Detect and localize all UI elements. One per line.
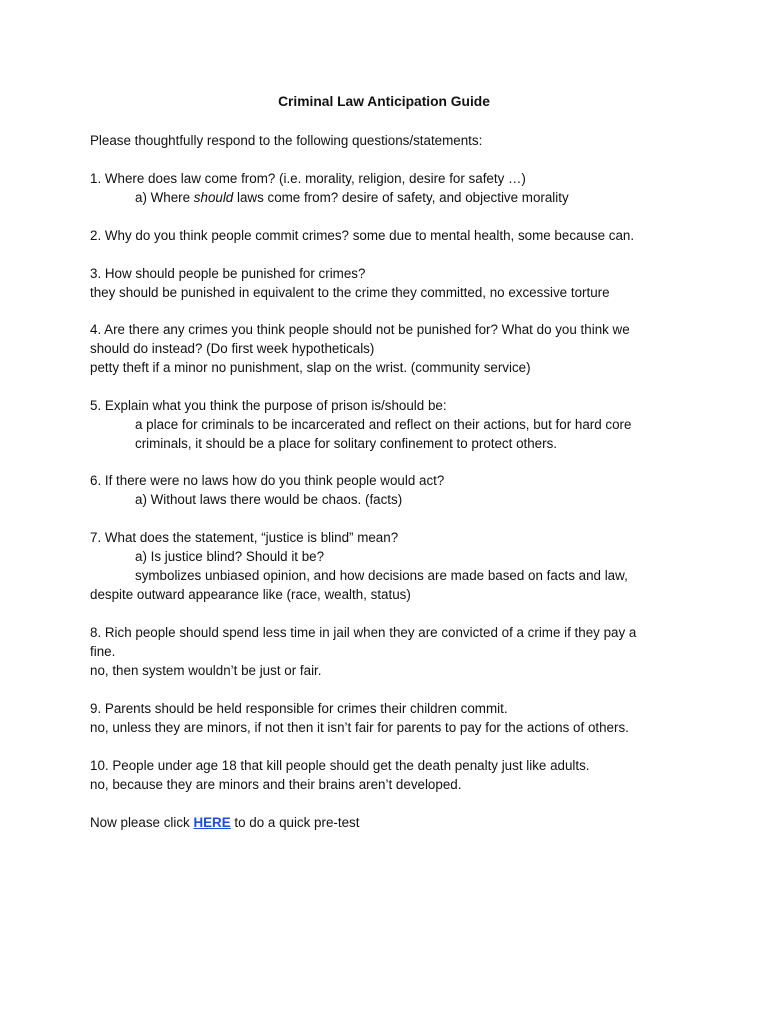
answer-9: no, unless they are minors, if not then it isn’t fair for parents to pay for the actions of others. <box>90 720 629 735</box>
question-1: 1. Where does law come from? (i.e. morality, religion, desire for safety …) <box>90 171 526 186</box>
answer-8: no, then system wouldn’t be just or fair. <box>90 663 322 678</box>
answer-5-line-1: a place for criminals to be incarcerated and reflect on their actions, but for hard core <box>135 417 632 432</box>
question-10: 10. People under age 18 that kill people should get the death penalty just like adults. <box>90 758 590 773</box>
question-5: 5. Explain what you think the purpose of prison is/should be: <box>90 398 447 413</box>
answer-10: no, because they are minors and their brains aren’t developed. <box>90 777 462 792</box>
question-9: 9. Parents should be held responsible for crimes their children commit. <box>90 701 508 716</box>
intro-text: Please thoughtfully respond to the following questions/statements: <box>90 133 483 148</box>
question-8-line-2: fine. <box>90 644 116 659</box>
answer-6: a) Without laws there would be chaos. (facts) <box>135 492 403 507</box>
question-1-sub-suffix: laws come from? desire of safety, and objective morality <box>233 190 569 205</box>
answer-7-line-2: despite outward appearance like (race, wealth, status) <box>90 587 411 602</box>
question-1-sub <box>135 188 569 207</box>
question-1-sub-prefix: a) Where <box>135 190 194 205</box>
question-7: 7. What does the statement, “justice is blind” mean? <box>90 530 399 545</box>
answer-4: petty theft if a minor no punishment, slap on the wrist. (community service) <box>90 360 531 375</box>
pretest-link[interactable]: HERE <box>193 815 231 830</box>
question-8-line-1: 8. Rich people should spend less time in jail when they are convicted of a crime if they pay a <box>90 625 637 640</box>
footer-suffix: to do a quick pre-test <box>230 815 360 830</box>
question-3: 3. How should people be punished for crimes? <box>90 266 366 281</box>
question-2: 2. Why do you think people commit crimes? some due to mental health, some because can. <box>90 228 635 243</box>
question-6: 6. If there were no laws how do you think people would act? <box>90 473 445 488</box>
question-1-sub-emphasis: should <box>193 190 234 205</box>
footer-instruction <box>90 813 359 832</box>
question-7-sub: a) Is justice blind? Should it be? <box>135 549 325 564</box>
footer-prefix: Now please click <box>90 815 194 830</box>
question-4-line-1: 4. Are there any crimes you think people should not be punished for? What do you think we <box>90 322 630 337</box>
answer-7-line-1: symbolizes unbiased opinion, and how decisions are made based on facts and law, <box>135 568 628 583</box>
document-title: Criminal Law Anticipation Guide <box>278 94 490 109</box>
question-4-line-2: should do instead? (Do first week hypotheticals) <box>90 341 375 356</box>
answer-5-line-2: criminals, it should be a place for solitary confinement to protect others. <box>135 436 558 451</box>
answer-3: they should be punished in equivalent to the crime they committed, no excessive torture <box>90 285 610 300</box>
